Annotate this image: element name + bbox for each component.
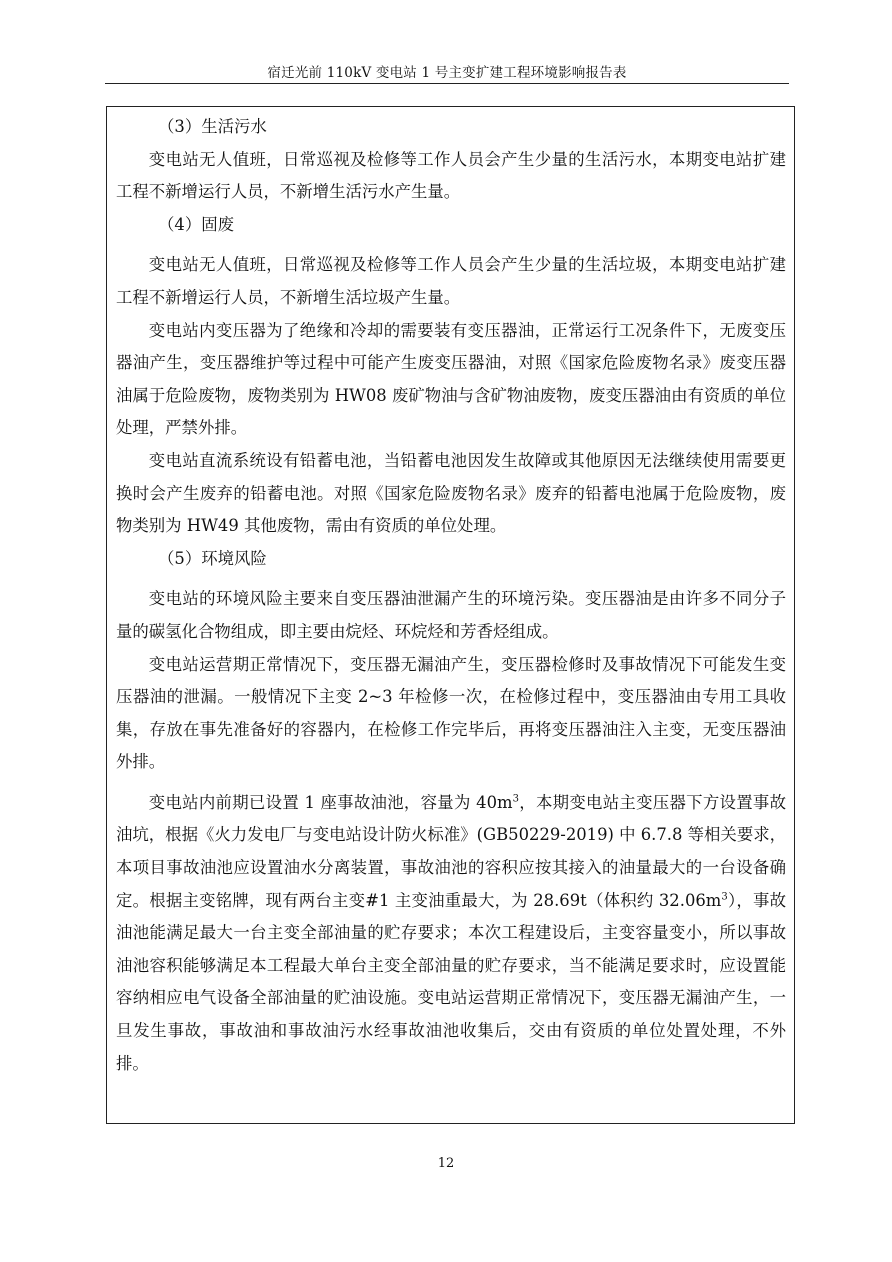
oil-pool-text-part1: 变电站内前期已设置 1 座事故油池，容量为 40m [148,792,513,812]
paragraph-operation-maintenance: 变电站运营期正常情况下，变压器无漏油产生，变压器检修时及事故情况下可能发生变压器油的泄漏。一般情况下主变 2~3 年检修一次，在检修过程中，变压器油由专用工具收集，存放在事先准备好的容器内，在检修工作完毕后，再将变压器油注入主变，无变压器油外排。 [116,654,786,772]
document-body [116,111,786,1080]
paragraph-lead-acid-battery: 变电站直流系统设有铅蓄电池，当铅蓄电池因发生故障或其他原因无法继续使用需要更换时会产生废弃的铅蓄电池。对照《国家危险废物名录》废弃的铅蓄电池属于危险废物，废物类别为 HW49 其他废物，需由有资质的单位处理。 [116,450,786,536]
section-heading-solid-waste: （4）固废 [158,214,234,234]
oil-pool-text-part2: ，本期变电站主变压器下方设置事故油坑，根据《火力发电厂与变电站设计防火标准》(GB50229-2019) 中 6.7.8 等相关要求，本项目事故油池应设置油水分离装置，事故油池的容积应按其接入的油量最大的一台设备确定。根据主变铭牌，现有两台主变#1 主变油重最大，为 28.69t（体积约 32.06m [116,792,786,910]
superscript-3: 3 [721,891,728,903]
paragraph-domestic-sewage: 变电站无人值班，日常巡视及检修等工作人员会产生少量的生活污水，本期变电站扩建工程不新增运行人员，不新增生活污水产生量。 [116,149,786,202]
paragraph-risk-source: 变电站的环境风险主要来自变压器油泄漏产生的环境污染。变压器油是由许多不同分子量的碳氢化合物组成，即主要由烷烃、环烷烃和芳香烃组成。 [116,589,786,641]
report-header-title: 宿迁光前 110kV 变电站 1 号主变扩建工程环境影响报告表 [267,65,627,81]
page-number: 12 [437,1156,455,1171]
superscript-3: 3 [512,793,519,805]
section-heading-environmental-risk: （5）环境风险 [158,548,267,568]
header-divider [105,83,789,84]
paragraph-waste-transformer-oil: 变电站内变压器为了绝缘和冷却的需要装有变压器油，正常运行工况条件下，无废变压器油产生，变压器维护等过程中可能产生废变压器油，对照《国家危险废物名录》废变压器油属于危险废物，废物类别为 HW08 废矿物油与含矿物油废物，废变压器油由有资质的单位处理，严禁外排。 [116,320,786,438]
section-heading-domestic-sewage: （3）生活污水 [158,117,267,136]
paragraph-accident-oil-pool [116,787,786,1080]
oil-pool-text-part3: ），事故油池能满足最大一台主变全部油量的贮存要求；本次工程建设后，主变容量变小，所以事故油池容积能够满足本工程最大单台主变全部油量的贮存要求，当不能满足要求时，应设置能容纳相应电气设备全部油量的贮油设施。变电站运营期正常情况下，变压器无漏油产生，一旦发生事故，事故油和事故油污水经事故油池收集后，交由有资质的单位处置处理，不外排。 [116,890,786,1073]
paragraph-domestic-garbage: 变电站无人值班，日常巡视及检修等工作人员会产生少量的生活垃圾，本期变电站扩建工程不新增运行人员，不新增生活垃圾产生量。 [116,255,786,307]
